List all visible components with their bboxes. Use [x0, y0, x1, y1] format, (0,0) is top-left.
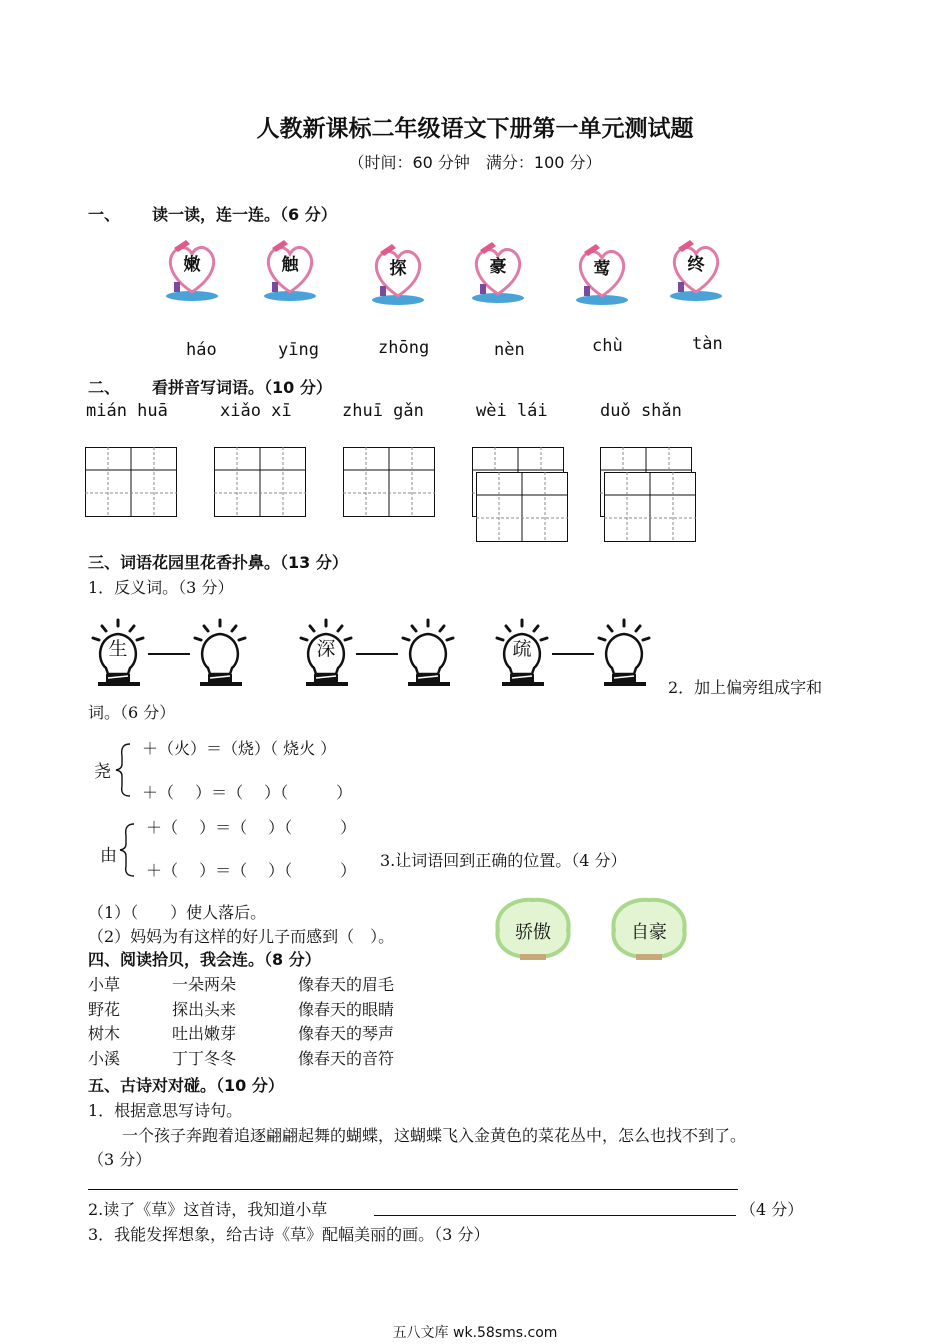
section-5-heading: 五、古诗对对碰。（10 分） [88, 1076, 284, 1095]
answer-line-2[interactable] [374, 1215, 736, 1216]
section-1-heading: 读一读，连一连。（6 分） [152, 205, 337, 224]
section-3-heading: 三、词语花园里花香扑鼻。（13 分） [88, 553, 348, 572]
poem-question-1: 1．根据意思写诗句。 [88, 1101, 243, 1120]
word-tree[interactable] [490, 896, 576, 966]
brace-2 [118, 822, 138, 878]
connector-dash [148, 653, 190, 655]
heart-char: 豪 [489, 257, 507, 277]
subject-word[interactable]: 小溪 [88, 1048, 121, 1068]
pinyin-prompt: duǒ shǎn [600, 401, 682, 421]
connector-dash [552, 653, 594, 655]
writing-grid[interactable] [343, 447, 435, 517]
writing-grid[interactable] [214, 447, 306, 517]
heart-char-card[interactable] [470, 238, 530, 304]
base-char-1: 尧 [94, 762, 111, 782]
pinyin-option[interactable]: háo [186, 340, 217, 360]
heart-char-card[interactable] [574, 240, 634, 306]
answer-line-1[interactable] [88, 1189, 738, 1190]
section-4-heading: 四、阅读拾贝，我会连。（8 分） [88, 950, 321, 969]
sentence-2: （2）妈妈为有这样的好儿子而感到（ ）。 [88, 927, 395, 946]
answer-bulb[interactable] [192, 618, 252, 690]
section-2-number: 二、 [88, 378, 121, 397]
radical-row-2: ＋（ ）＝（ ）（ ） [142, 783, 353, 802]
pinyin-prompt: zhuī gǎn [342, 401, 424, 421]
pinyin-prompt: wèi lái [476, 401, 548, 421]
subject-word[interactable]: 野花 [88, 999, 121, 1019]
poem-question-2-score: （4 分） [740, 1200, 804, 1219]
writing-grid[interactable] [476, 472, 568, 542]
pinyin-option[interactable]: yīng [278, 340, 319, 360]
subject-word[interactable]: 树木 [88, 1024, 121, 1043]
watermark-footer: 五八文库 wk.58sms.com [392, 1325, 558, 1341]
action-phrase[interactable]: 探出头来 [172, 999, 237, 1019]
section-1-number: 一、 [88, 205, 121, 224]
antonym-bulb [298, 618, 358, 690]
tree-word: 骄傲 [515, 922, 551, 943]
heart-char: 莺 [593, 259, 611, 279]
simile-phrase[interactable]: 像春天的眉毛 [298, 975, 395, 994]
radical-question-part1: 2．加上偏旁组成字和 [668, 678, 823, 697]
pinyin-option[interactable]: tàn [692, 334, 723, 354]
heart-char: 探 [389, 259, 407, 279]
heart-char-card[interactable] [164, 236, 224, 302]
sentence-1: （1）（ ）使人落后。 [88, 903, 267, 922]
pinyin-prompt: mián huā [86, 401, 168, 421]
simile-phrase[interactable]: 像春天的琴声 [298, 1024, 395, 1043]
radical-row-4: ＋（ ）＝（ ）（ ） [146, 861, 357, 880]
heart-char-card[interactable] [668, 236, 728, 302]
radical-row-1: ＋（火）＝（烧）（ 烧火 ） [142, 739, 337, 758]
poem-question-1-text: 一个孩子奔跑着追逐翩翩起舞的蝴蝶，这蝴蝶飞入金黄色的菜花丛中，怎么也找不到了。 [122, 1126, 747, 1145]
word-tree[interactable] [606, 896, 692, 966]
simile-phrase[interactable]: 像春天的音符 [298, 1048, 395, 1068]
word-placement-question: 3.让词语回到正确的位置。（4 分） [380, 851, 627, 870]
heart-char: 触 [281, 255, 299, 275]
action-phrase[interactable]: 吐出嫩芽 [172, 1024, 237, 1043]
poem-question-1-score: （3 分） [88, 1150, 152, 1169]
poem-question-3: 3．我能发挥想象，给古诗《草》配幅美丽的画。（3 分） [88, 1225, 490, 1244]
pinyin-option[interactable]: zhōng [378, 338, 430, 358]
simile-phrase[interactable]: 像春天的眼睛 [298, 999, 395, 1019]
action-phrase[interactable]: 丁丁冬冬 [172, 1048, 237, 1068]
heart-char-card[interactable] [262, 236, 322, 302]
answer-bulb[interactable] [400, 618, 460, 690]
radical-question-part2: 词。（6 分） [88, 703, 176, 722]
pinyin-prompt: xiǎo xī [220, 401, 292, 421]
antonym-char: 生 [108, 638, 128, 660]
writing-grid[interactable] [604, 472, 696, 542]
heart-char: 嫩 [183, 255, 201, 275]
antonym-question: 1．反义词。（3 分） [88, 578, 234, 597]
page-subtitle: （时间：60 分钟 满分：100 分） [348, 153, 602, 172]
antonym-bulb [90, 618, 150, 690]
pinyin-option[interactable]: chù [592, 336, 623, 356]
antonym-char: 深 [316, 638, 336, 660]
base-char-2: 由 [100, 846, 117, 866]
heart-char-card[interactable] [370, 240, 430, 306]
radical-row-3: ＋（ ）＝（ ）（ ） [146, 818, 357, 837]
subject-word[interactable]: 小草 [88, 975, 121, 994]
antonym-char: 疏 [512, 638, 532, 660]
tree-word: 自豪 [631, 922, 667, 943]
brace-1 [114, 742, 134, 798]
action-phrase[interactable]: 一朵两朵 [172, 975, 237, 994]
writing-grid[interactable] [85, 447, 177, 517]
antonym-bulb [494, 618, 554, 690]
heart-char: 终 [687, 255, 705, 275]
connector-dash [356, 653, 398, 655]
poem-question-2: 2.读了《草》这首诗，我知道小草 [88, 1200, 328, 1219]
pinyin-option[interactable]: nèn [494, 340, 525, 360]
page-title: 人教新课标二年级语文下册第一单元测试题 [256, 116, 694, 142]
section-2-heading: 看拼音写词语。（10 分） [152, 378, 332, 397]
answer-bulb[interactable] [596, 618, 656, 690]
